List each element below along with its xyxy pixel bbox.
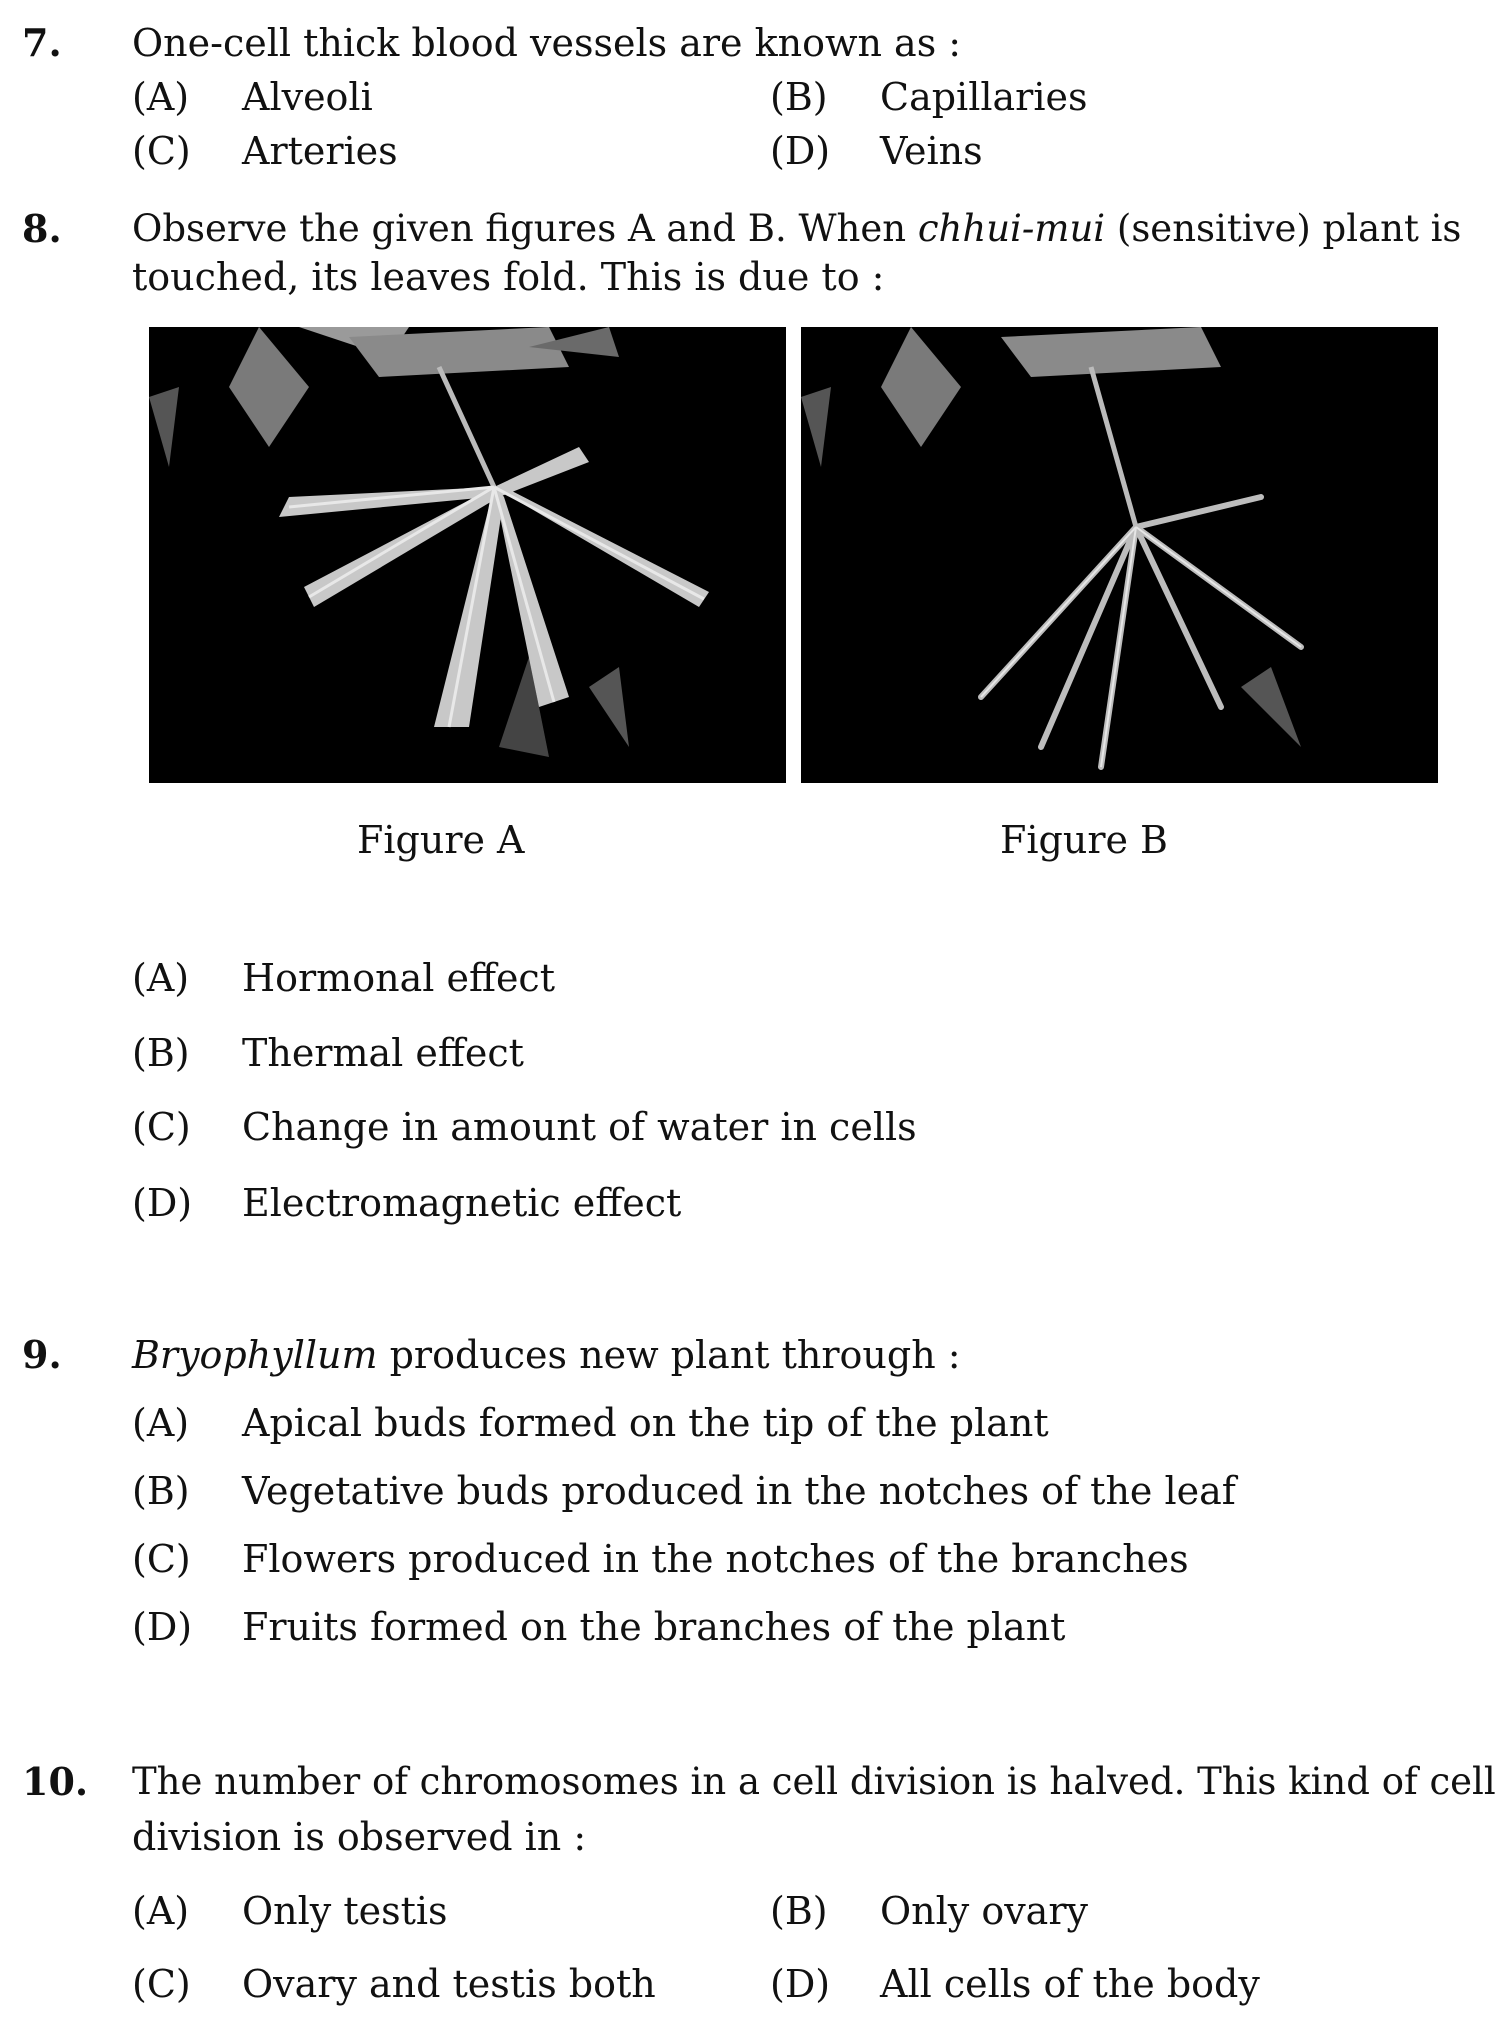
question-stem-line2: division is observed in : xyxy=(132,1815,587,1859)
option-text: Apical buds formed on the tip of the plant xyxy=(242,1401,1049,1445)
option-text: Vegetative buds produced in the notches of the leaf xyxy=(242,1469,1236,1513)
option-text: Change in amount of water in cells xyxy=(242,1105,917,1149)
stem-italic-term: chhui-mui xyxy=(917,207,1106,250)
option-label: (D) xyxy=(770,1962,831,2006)
option-text: Hormonal effect xyxy=(242,956,555,1000)
open-mimosa-leaf-photo-icon xyxy=(149,327,786,783)
option-text: Ovary and testis both xyxy=(242,1962,656,2006)
option-text: Thermal effect xyxy=(242,1031,524,1075)
folded-mimosa-leaf-photo-icon xyxy=(801,327,1438,783)
figure-b-image xyxy=(801,327,1438,783)
option-label: (D) xyxy=(132,1181,193,1225)
question-stem: One-cell thick blood vessels are known as : xyxy=(132,21,962,65)
option-text: Arteries xyxy=(242,129,398,173)
option-text: All cells of the body xyxy=(880,1962,1260,2006)
option-label: (A) xyxy=(132,1889,190,1933)
option-text: Capillaries xyxy=(880,75,1088,119)
option-text: Flowers produced in the notches of the branches xyxy=(242,1537,1189,1581)
question-number: 8. xyxy=(22,206,62,251)
stem-italic-term: Bryophyllum xyxy=(132,1333,378,1377)
question-number: 7. xyxy=(22,20,62,65)
option-text: Fruits formed on the branches of the plant xyxy=(242,1605,1066,1649)
option-label: (B) xyxy=(132,1469,190,1513)
option-label: (A) xyxy=(132,75,190,119)
option-label: (D) xyxy=(770,129,831,173)
question-stem: The number of chromosomes in a cell division is halved. This kind of cell xyxy=(132,1760,1496,1803)
option-text: Veins xyxy=(880,129,983,173)
option-label: (A) xyxy=(132,1401,190,1445)
stem-text: produces new plant through : xyxy=(377,1333,961,1377)
option-label: (B) xyxy=(132,1031,190,1075)
option-text: Only testis xyxy=(242,1889,448,1933)
question-stem xyxy=(132,1332,961,1378)
stem-text: (sensitive) plant is xyxy=(1105,207,1462,250)
option-label: (B) xyxy=(770,75,828,119)
option-label: (A) xyxy=(132,956,190,1000)
option-label: (C) xyxy=(132,1537,191,1581)
option-label: (C) xyxy=(132,129,191,173)
option-label: (D) xyxy=(132,1605,193,1649)
question-stem-line2: touched, its leaves fold. This is due to : xyxy=(132,255,885,299)
option-text: Only ovary xyxy=(880,1889,1088,1933)
option-text: Alveoli xyxy=(242,75,373,119)
question-number: 9. xyxy=(22,1332,62,1377)
question-stem xyxy=(132,206,1461,252)
option-label: (C) xyxy=(132,1962,191,2006)
option-label: (B) xyxy=(770,1889,828,1933)
figure-a-image xyxy=(149,327,786,783)
figure-a-caption: Figure A xyxy=(357,818,525,862)
option-label: (C) xyxy=(132,1105,191,1149)
question-number: 10. xyxy=(22,1759,89,1804)
figure-b-caption: Figure B xyxy=(1000,818,1168,862)
option-text: Electromagnetic effect xyxy=(242,1181,682,1225)
stem-text: Observe the given figures A and B. When xyxy=(132,207,918,250)
